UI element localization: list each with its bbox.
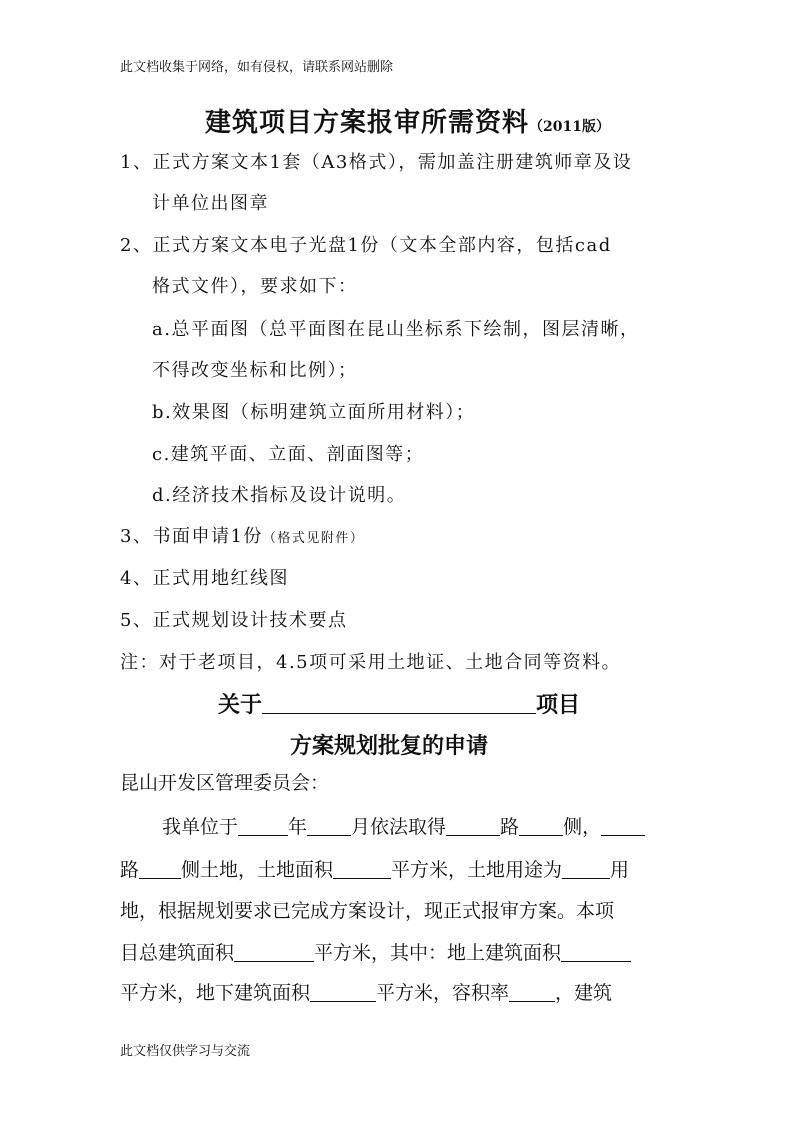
about-suffix: 项目 — [536, 692, 581, 718]
far-blank — [509, 985, 555, 1002]
side2-blank — [139, 862, 181, 879]
page-footer: 此文档仅供学习与交流 — [120, 1044, 251, 1059]
body-line-3: 地，根据规划要求已完成方案设计，现正式报审方案。本项 — [120, 900, 615, 922]
recipient: 昆山开发区管理委员会： — [120, 772, 330, 794]
text-seg: ，建筑 — [555, 982, 613, 1004]
body-line-5 — [120, 978, 680, 1005]
item-3-note: （格式见附件） — [262, 531, 365, 546]
road-blank — [446, 819, 500, 836]
body-line-1 — [120, 812, 680, 839]
subitem-d: d.经济技术指标及设计说明。 — [152, 485, 407, 506]
title-version: （2011版） — [529, 119, 610, 135]
application-title: 方案规划批复的申请 — [290, 733, 489, 759]
subitem-a-line-2: 不得改变坐标和比例）； — [152, 360, 358, 381]
item-2-line-1: 2、正式方案文本电子光盘1份（文本全部内容，包括cad — [120, 235, 612, 256]
text-seg: 用 — [610, 859, 630, 881]
item-2-line-2: 格式文件），要求如下： — [152, 276, 358, 297]
item-1-line-1: 1、正式方案文本1套（A3格式），需加盖注册建筑师章及设 — [120, 152, 633, 173]
page-header: 此文档收集于网络，如有侵权，请联系网站删除 — [120, 60, 394, 75]
item-4: 4、正式用地红线图 — [120, 568, 289, 589]
text-seg: 月依法取得 — [351, 816, 447, 838]
side-blank — [519, 819, 563, 836]
item-1-line-2: 计单位出图章 — [152, 193, 269, 214]
total-area-blank — [234, 945, 314, 962]
text-seg: 侧， — [563, 816, 602, 838]
body-line-2 — [120, 855, 680, 882]
subitem-a-line-1: a.总平面图（总平面图在昆山坐标系下绘制，图层清晰， — [152, 319, 640, 340]
title-main: 建筑项目方案报审所需资料 — [205, 108, 530, 138]
land-use-blank — [562, 862, 610, 879]
project-name-blank — [262, 695, 536, 714]
item-3-text: 3、书面申请1份 — [120, 526, 263, 547]
road2-blank — [601, 819, 645, 836]
text-seg: 路 — [500, 816, 520, 838]
document-title — [205, 102, 610, 139]
above-area-blank — [561, 945, 631, 962]
land-area-blank — [333, 862, 391, 879]
body-line-4 — [120, 938, 680, 965]
below-area-blank — [310, 985, 376, 1002]
month-blank — [307, 819, 351, 836]
year-blank — [238, 819, 288, 836]
text-seg: 侧土地，土地面积 — [181, 859, 334, 881]
text-seg: 我单位于 — [162, 816, 239, 838]
text-seg: 平方米，容积率 — [376, 982, 510, 1004]
item-5: 5、正式规划设计技术要点 — [120, 610, 348, 631]
text-seg: 平方米，地下建筑面积 — [120, 982, 311, 1004]
text-seg: 年 — [288, 816, 308, 838]
text-seg: 目总建筑面积 — [120, 942, 235, 964]
text-seg: 平方米，土地用途为 — [391, 859, 563, 881]
text-seg: 平方米，其中：地上建筑面积 — [314, 942, 562, 964]
subitem-b: b.效果图（标明建筑立面所用材料）； — [152, 402, 476, 423]
about-prefix: 关于 — [218, 692, 263, 718]
item-3 — [120, 522, 364, 548]
application-about-line — [218, 688, 580, 719]
text-seg: 路 — [120, 859, 140, 881]
subitem-c: c.建筑平面、立面、剖面图等； — [152, 444, 425, 465]
note-line: 注：对于老项目，4.5项可采用土地证、土地合同等资料。 — [120, 652, 622, 673]
